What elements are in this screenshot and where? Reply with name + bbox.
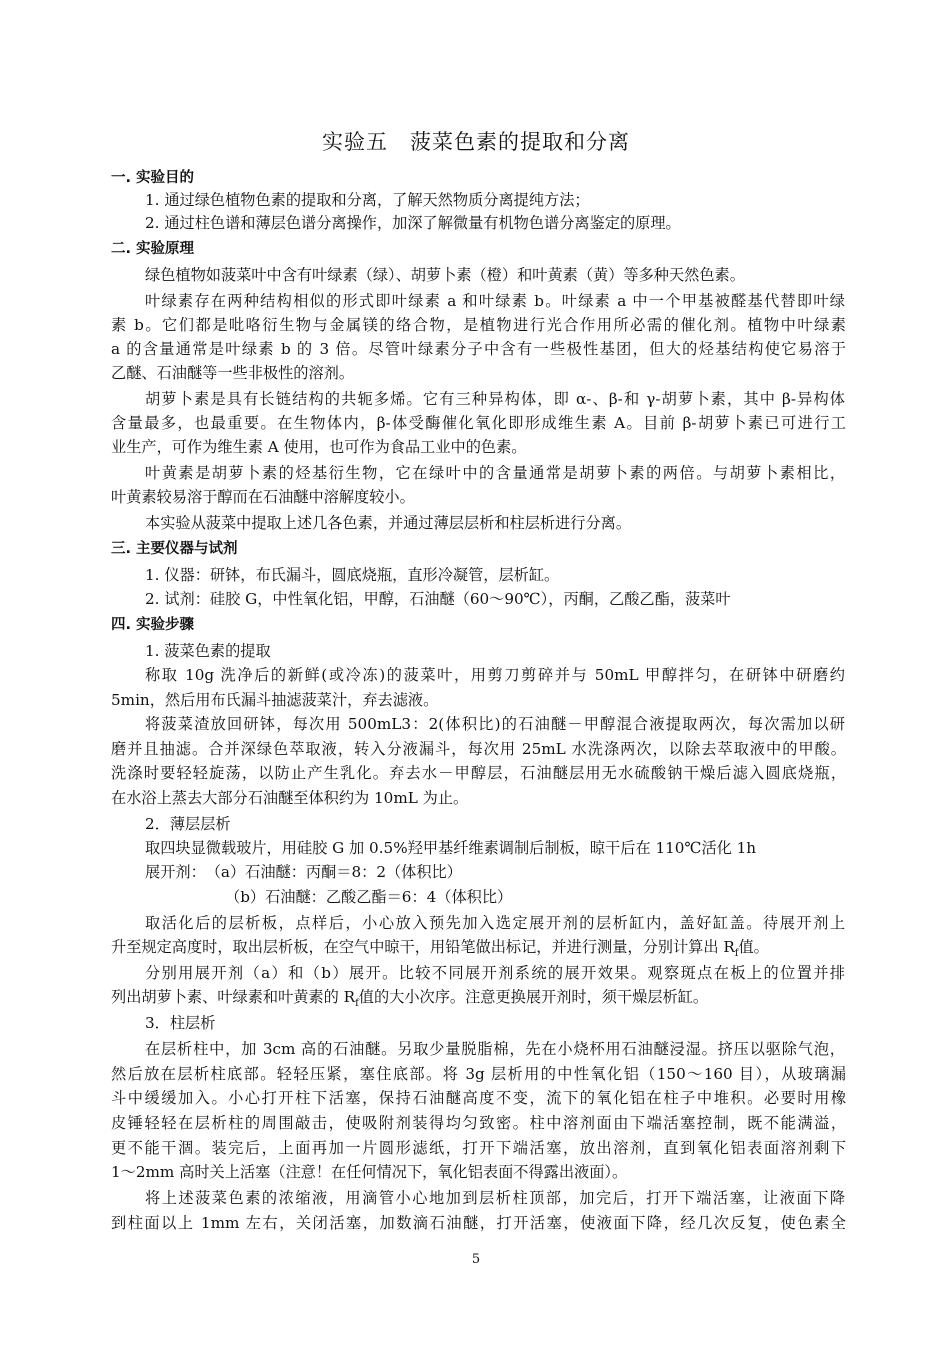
subscript: f: [355, 998, 359, 1010]
text-line: 磨并且抽滤。合并深绿色萃取液，转入分液漏斗，每次用 25mL 水洗涤两次，以除去萃取液中的甲酸。: [111, 740, 846, 758]
text-line: 洗涤时要轻轻旋荡，以防止产生乳化。弃去水－甲醇层，石油醚层用无水硫酸钠干燥后滤入圆底烧瓶，: [111, 764, 846, 782]
section-heading: 四. 实验步骤: [111, 617, 195, 633]
text-line: 1. 仪器：研钵，布氏漏斗，圆底烧瓶，直形冷凝管，层析缸。: [145, 566, 560, 584]
section-heading: 二. 实验原理: [111, 241, 195, 257]
text-line: 取四块显微载玻片，用硅胶 G 加 0.5%羟甲基纤维素调制后制板，晾干后在 110℃活化 1h: [145, 839, 757, 857]
text-line: 叶黄素较易溶于醇而在石油醚中溶解度较小。: [111, 488, 415, 506]
text-line: 叶黄素是胡萝卜素的烃基衍生物，它在绿叶中的含量通常是胡萝卜素的两倍。与胡萝卜素相比，: [145, 464, 845, 482]
text-line: 取活化后的层析板，点样后，小心放入预先加入选定展开剂的层析缸内，盖好缸盖。待展开剂上: [145, 914, 845, 932]
text-line: 素 b。它们都是吡咯衍生物与金属镁的络合物，是植物进行光合作用所必需的催化剂。植物中叶绿素: [111, 316, 846, 334]
text-line: 含量最多，也最重要。在生物体内，β-体受酶催化氧化即形成维生素 A。目前 β-胡萝卜素已可进行工: [111, 414, 846, 432]
subscript: f: [734, 948, 739, 960]
text-line: 2. 试剂：硅胶 G，中性氧化铝，甲醇，石油醚（60～90℃），丙酮，乙酸乙酯，菠菜叶: [145, 590, 731, 608]
text-line: 叶绿素存在两种结构相似的形式即叶绿素 a 和叶绿素 b。叶绿素 a 中一个甲基被醛基代替即叶绿: [145, 292, 845, 310]
text-line: 到柱面以上 1mm 左右，关闭活塞，加数滴石油醚，打开活塞，使液面下降，经几次反复，使色素全: [111, 1214, 846, 1232]
text-line: [111, 986, 846, 1008]
section-heading: 三. 主要仪器与试剂: [111, 541, 238, 557]
text-line: 分别用展开剂（a）和（b）展开。比较不同展开剂系统的展开效果。观察斑点在板上的位置并排: [145, 964, 845, 982]
text-line: 斗中缓缓加入。小心打开柱下活塞，保持石油醚高度不变，流下的氧化铝在柱子中堆积。必要时用橡: [111, 1089, 846, 1107]
subsection-heading: 1. 菠菜色素的提取: [145, 642, 271, 660]
text-line: 然后放在层析柱底部。轻轻压紧，塞住底部。将 3g 层析用的中性氧化铝（150～160 目），从玻璃漏: [111, 1065, 846, 1083]
text-segment: 升至规定高度时，取出层析板，在空气中晾干，用铅笔做出标记，并进行测量，分别计算出 R: [111, 938, 735, 956]
page-number: 5: [471, 1252, 481, 1267]
text-line: 在水浴上蒸去大部分石油醚至体积约为 10mL 为止。: [111, 789, 469, 807]
text-line: 更不能干涸。装完后，上面再加一片圆形滤纸，打开下端活塞，放出溶剂，直到氧化铝表面溶剂剩下: [111, 1139, 846, 1157]
text-line: [111, 936, 846, 958]
text-line: 在层析柱中，加 3cm 高的石油醚。另取少量脱脂棉，先在小烧杯用石油醚浸湿。挤压以驱除气泡，: [145, 1040, 845, 1058]
text-line: 业生产，可作为维生素 A 使用，也可作为食品工业中的色素。: [111, 438, 527, 456]
text-line: 展开剂： （a）石油醚：丙酮＝8：2（体积比）: [145, 863, 462, 881]
text-line: 绿色植物如菠菜叶中含有叶绿素（绿）、胡萝卜素（橙）和叶黄素（黄）等多种天然色素。: [145, 266, 745, 284]
text-line: 将菠菜渣放回研钵，每次用 500mL3：2(体积比)的石油醚－甲醇混合液提取两次，每次需加以研: [145, 715, 845, 733]
text-segment: 值。: [738, 938, 769, 956]
text-line: 皮锤轻轻在层析柱的周围敲击，使吸附剂装得均匀致密。柱中溶剂面由下端活塞控制，既不能满溢，: [111, 1114, 846, 1132]
text-line: 乙醚、石油醚等一些非极性的溶剂。: [111, 364, 354, 382]
subsection-heading: 2．薄层层析: [145, 815, 231, 833]
text-line: 称取 10g 洗净后的新鲜(或冷冻)的菠菜叶，用剪刀剪碎并与 50mL 甲醇拌匀，在研钵中研磨约: [145, 666, 845, 684]
text-line: 5min，然后用布氏漏斗抽滤菠菜汁，弃去滤液。: [111, 691, 439, 709]
text-line: 1～2mm 高时关上活塞（注意！在任何情况下，氧化铝表面不得露出液面）。: [111, 1163, 628, 1181]
text-line: 将上述菠菜色素的浓缩液，用滴管小心地加到层析柱顶部，加完后，打开下端活塞，让液面下降: [145, 1189, 845, 1207]
text-line: 2. 通过柱色谱和薄层色谱分离操作，加深了解微量有机物色谱分离鉴定的原理。: [145, 214, 681, 232]
text-line: 本实验从菠菜中提取上述几各色素，并通过薄层层析和柱层析进行分离。: [145, 514, 631, 532]
text-line: a 的含量通常是叶绿素 b 的 3 倍。尽管叶绿素分子中含有一些极性基团，但大的烃基结构使它易溶于: [111, 340, 846, 358]
text-line: 胡萝卜素是具有长链结构的共轭多烯。它有三种异构体，即 α-、β-和 γ-胡萝卜素，其中 β-异构体: [145, 390, 845, 408]
text-segment: 值的大小次序。注意更换展开剂时，须干燥层析缸。: [358, 988, 709, 1006]
text-line: （b）石油醚：乙酸乙酯＝6：4（体积比）: [225, 888, 513, 906]
text-line: 1. 通过绿色植物色素的提取和分离，了解天然物质分离提纯方法；: [145, 191, 590, 209]
text-segment: 列出胡萝卜素、叶绿素和叶黄素的 R: [111, 988, 356, 1006]
document-title: 实验五 菠菜色素的提取和分离: [322, 130, 630, 154]
subsection-heading: 3．柱层析: [145, 1014, 216, 1032]
section-heading: 一. 实验目的: [111, 170, 195, 186]
